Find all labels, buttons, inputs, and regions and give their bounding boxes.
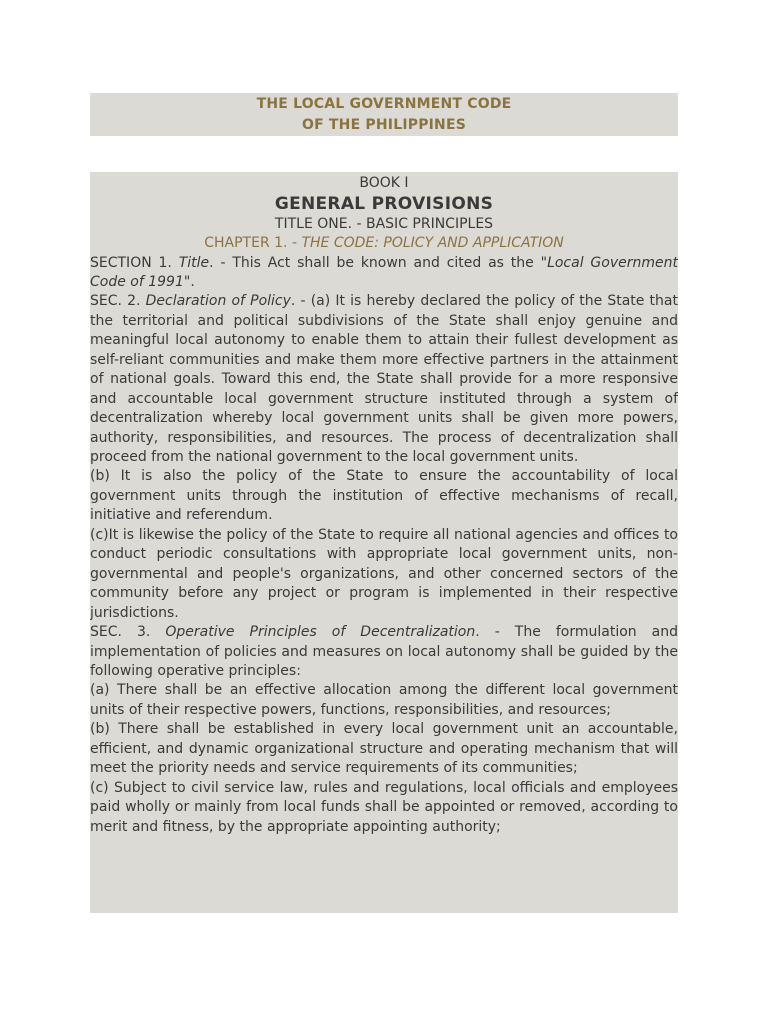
section-1-prefix: SECTION 1. <box>90 254 179 271</box>
section-2-a-text: . - (a) It is hereby declared the policy of the State that the territorial and political subdivisions of the State shall enjoy genuine and meaningful local autonomy to enable them to attain their fullest development as self-reliant communities and make them more effective partners in the attainment of national goals. Toward this end, the State shall provide for a more responsive and accountable local government structure instituted through a system of decentralization whereby local government units shall be given more powers, authority, responsibilities, and resources. The process of decentralization shall proceed from the national government to the local government units. <box>90 293 678 466</box>
section-3-c: (c) Subject to civil service law, rules and regulations, local officials and employees paid wholly or mainly from local funds shall be appointed or removed, according to merit and fitness, by the appropriate appointing authority; <box>90 779 678 835</box>
book-label: BOOK I <box>359 175 409 191</box>
section-3-text: . - The formulation and implementation of policies and measures on local autonomy shall be guided by the following operative principles: <box>90 624 678 680</box>
section-3-a: (a) There shall be an effective allocation among the different local government units of their respective powers, functions, responsibilities, and resources; <box>90 682 678 718</box>
section-1-quote: "Local Government Code of 1991" <box>90 254 678 290</box>
section-1-end: . <box>190 273 195 290</box>
chapter-heading <box>90 234 678 254</box>
section-3-prefix: SEC. 3. <box>90 624 166 641</box>
book-heading: GENERAL PROVISIONS <box>274 194 494 214</box>
section-2-a <box>90 292 678 467</box>
chapter-title: THE CODE: POLICY AND APPLICATION <box>301 235 564 251</box>
document-body <box>90 172 678 913</box>
section-3 <box>90 623 678 681</box>
section-1-text: . - This Act shall be known and cited as the <box>209 254 541 271</box>
section-1 <box>90 254 678 293</box>
document-title-line-1: THE LOCAL GOVERNMENT CODE <box>256 96 512 112</box>
section-2-b: (b) It is also the policy of the State to ensure the accountability of local government units through the institution of effective mechanisms of recall, initiative and referendum. <box>90 468 678 524</box>
section-2-title: Declaration of Policy <box>145 293 291 310</box>
chapter-prefix: CHAPTER 1. - <box>204 235 302 251</box>
document-title-banner <box>90 93 678 136</box>
title-heading: TITLE ONE. - BASIC PRINCIPLES <box>274 216 494 232</box>
section-1-title: Title <box>178 254 210 271</box>
section-3-title: Operative Principles of Decentralization <box>165 624 476 641</box>
section-2-c: (c)It is likewise the policy of the State to require all national agencies and offices to conduct periodic consultations with appropriate local government units, non-governmental and people's organizations, and other concerned sectors of the community before any project or program is implemented in their respective jurisdictions. <box>90 526 678 621</box>
section-3-b: (b) There shall be established in every local government unit an accountable, efficient, and dynamic organizational structure and operating mechanism that will meet the priority needs and service requirements of its communities; <box>90 721 678 777</box>
document-title-line-2: OF THE PHILIPPINES <box>301 117 467 133</box>
section-2-prefix: SEC. 2. <box>90 293 146 310</box>
